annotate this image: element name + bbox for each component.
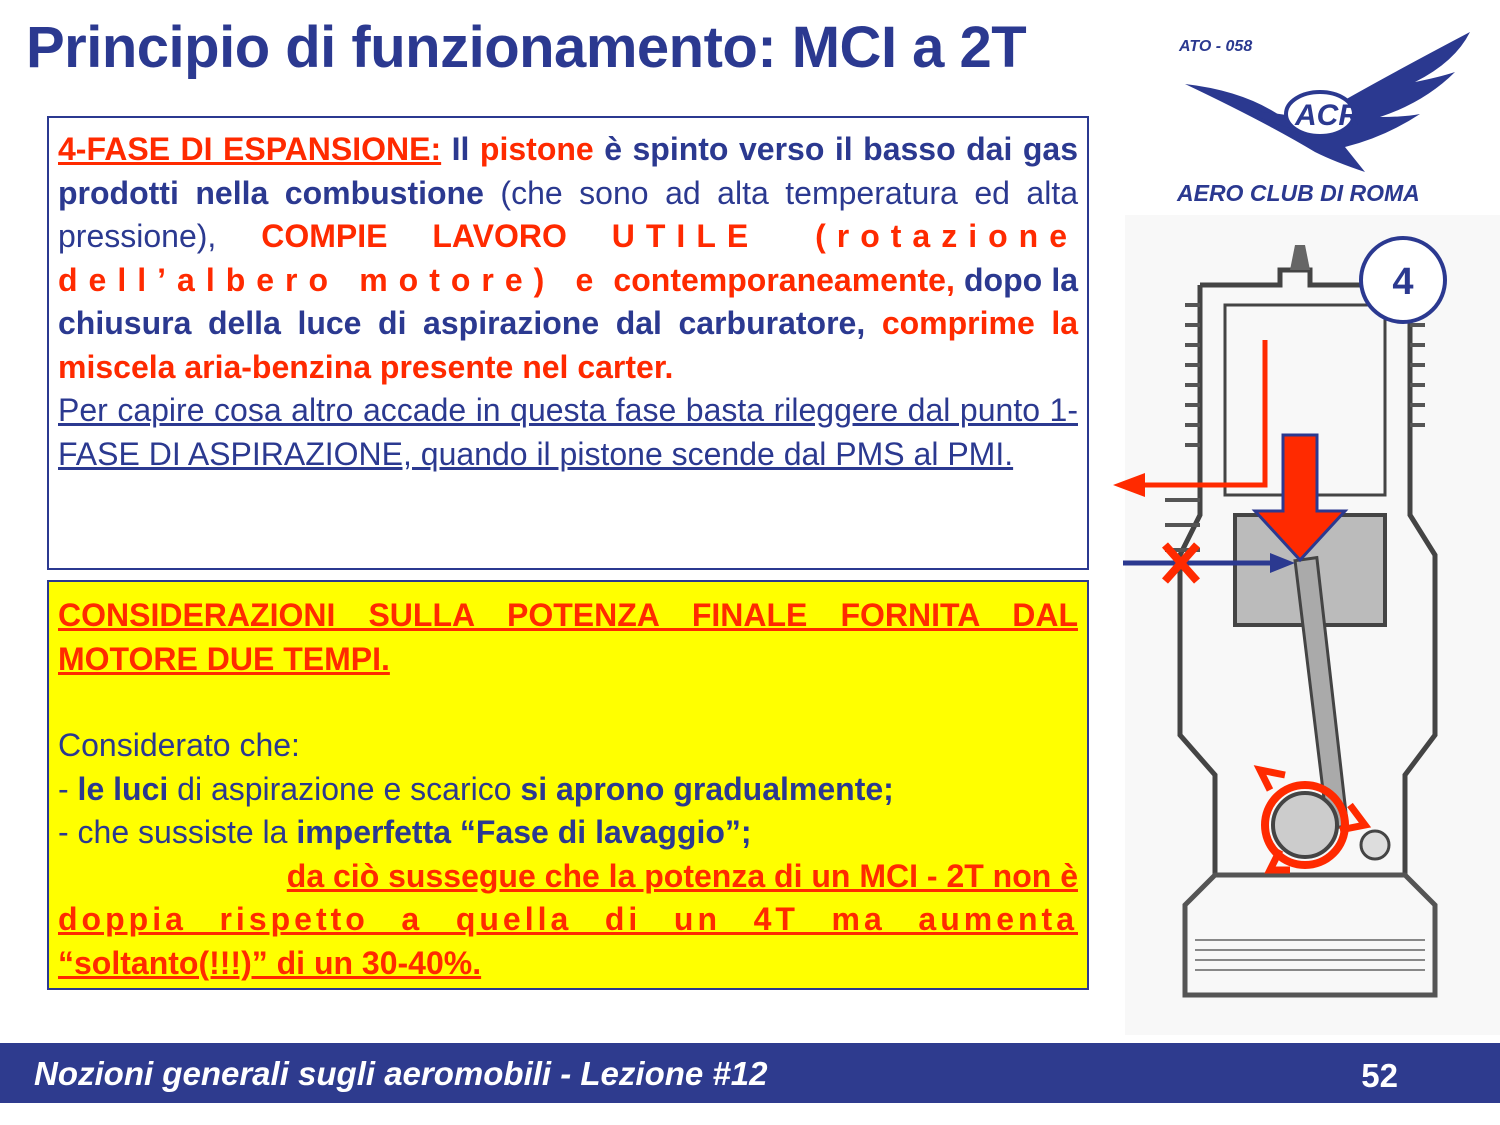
text-fragment: pistone xyxy=(479,131,594,167)
text-fragment: (che sono ad alta temperatura ed alta pressione), xyxy=(58,174,1079,254)
considerations-heading: CONSIDERAZIONI SULLA POTENZA FINALE FORNITA DAL MOTORE DUE TEMPI. xyxy=(58,597,1078,677)
text-fragment: UTILE (rotazione dell’albero motore) e xyxy=(58,218,1078,298)
text-fragment: comprime la miscela aria-benzina presente nel carter. xyxy=(58,305,1079,385)
intro-text: Considerato che: xyxy=(58,727,300,763)
text-fragment: è spinto verso il basso dai gas prodotti nella combustione xyxy=(58,131,1079,211)
conclusion-line: da ciò sussegue che la potenza di un MCI - 2T non è xyxy=(286,857,1078,894)
text-fragment: che sussiste la xyxy=(77,814,288,850)
reread-note: Per capire cosa altro accade in questa fase basta rileggere dal punto 1-FASE DI ASPIRAZIONE, quando il pistone scende dal PMS al PMI. xyxy=(58,392,1078,472)
aero-club-logo xyxy=(1165,22,1485,212)
text-fragment: COMPIE LAVORO xyxy=(261,218,567,254)
slide-title: Principio di funzionamento: MCI a 2T xyxy=(26,15,1027,80)
text-fragment: di aspirazione e scarico xyxy=(177,770,512,807)
text-fragment: contemporaneamente, xyxy=(613,261,955,298)
footer-text: Nozioni generali sugli aeromobili - Lezione #12 xyxy=(34,1055,768,1092)
page-number: 52 xyxy=(1361,1057,1398,1094)
spacer xyxy=(58,681,1078,724)
text-fragment: dopo la chiusura della luce di aspirazione dal carburatore, xyxy=(58,261,1079,341)
two-stroke-engine-diagram xyxy=(1105,215,1500,1035)
conclusion-line: “soltanto(!!!)” di un 30-40%. xyxy=(58,944,482,981)
phase-number: 4 xyxy=(1392,261,1414,303)
text-fragment: le luci xyxy=(77,770,169,807)
list-item xyxy=(58,768,1078,812)
crankshaft xyxy=(1273,793,1337,857)
phase-heading: 4-FASE DI ESPANSIONE: xyxy=(58,131,442,167)
expansion-phase-text xyxy=(58,128,1078,389)
bullet-dash: - xyxy=(58,770,69,807)
footer-bar xyxy=(0,1043,1500,1103)
logo-name: AERO CLUB DI ROMA xyxy=(1177,180,1420,206)
power-considerations-box xyxy=(47,580,1089,990)
logo-monogram: ACR xyxy=(1295,99,1360,132)
expansion-phase-box xyxy=(47,116,1089,570)
conclusion-line: doppia rispetto a quella di un 4T ma aumenta xyxy=(58,901,1078,937)
text-fragment: si aprono gradualmente; xyxy=(520,770,894,807)
list-item xyxy=(58,811,1078,855)
logo-code: ATO - 058 xyxy=(1179,38,1253,55)
bullet-dash: - xyxy=(58,814,69,850)
text-fragment: imperfetta “Fase di lavaggio”; xyxy=(296,814,752,850)
text-fragment: Il xyxy=(451,131,470,167)
